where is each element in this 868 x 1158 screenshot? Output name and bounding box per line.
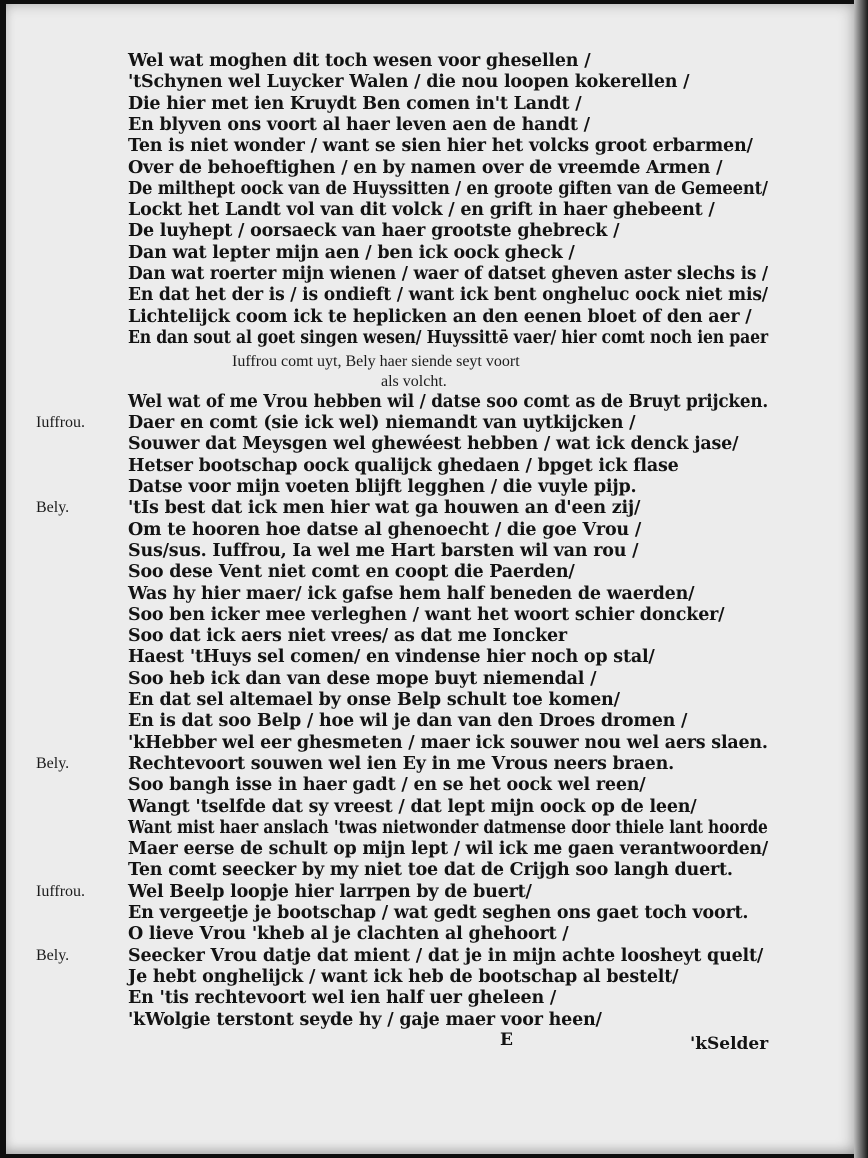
stage-direction-line-1: Iuffrou comt uyt, Bely haer siende seyt voort (232, 353, 520, 370)
verse-line: En dan sout al goet singen wesen/ Huyssittē vaer/ hier comt noch ien paer (128, 327, 768, 348)
verse-line: O lieve Vrou 'kheb al je clachten al ghehoort / (128, 924, 569, 945)
book-page (6, 4, 858, 1154)
verse-line: Haest 'tHuys sel comen/ en vindense hier noch op stal/ (128, 647, 655, 668)
verse-line: En 'tis rechtevoort wel ien half uer gheleen / (128, 988, 557, 1009)
verse-line: Soo bangh isse in haer gadt / en se het oock wel reen/ (128, 775, 646, 796)
verse-line: Soo dat ick aers niet vrees/ as dat me Ioncker (128, 626, 567, 647)
signature-mark: E (500, 1030, 513, 1050)
verse-line: Sus/sus. Iuffrou, Ia wel me Hart barsten wil van rou / (128, 540, 639, 561)
verse-line: Want mist haer anslach 'twas nietwonder datmense door thiele lant hoorde (128, 817, 768, 838)
verse-line: Dan wat roerter mijn wienen / waer of datset gheven aster slechs is / (128, 264, 768, 284)
verse-line: Was hy hier maer/ ick gafse hem half beneden de waerden/ (128, 583, 695, 604)
verse-line: Lockt het Landt vol van dit volck / en grift in haer ghebeent / (128, 200, 715, 221)
verse-line: Om te hooren hoe datse al ghenoecht / die goe Vrou / (128, 519, 642, 540)
verse-line: Ten comt seecker by my niet toe dat de Crijgh soo langh duert. (128, 860, 733, 881)
speaker-label: Bely. (36, 499, 70, 517)
speaker-label: Iuffrou. (36, 882, 86, 900)
verse-line: En dat het der is / is ondieft / want ick bent ongheluc oock niet mis/ (128, 285, 768, 306)
verse-line: En vergeetje je bootschap / wat gedt seghen ons gaet toch voort. (128, 903, 749, 923)
verse-line: Ten is niet wonder / want se sien hier het volcks groot erbarmen/ (128, 136, 753, 157)
verse-line: Soo ben icker mee verleghen / want het woort schier doncker/ (128, 604, 725, 625)
verse-line: 'kHebber wel eer ghesmeten / maer ick souwer nou wel aers slaen. (128, 732, 768, 753)
page-edge-shadow (854, 0, 868, 1158)
verse-line: Hetser bootschap oock qualijck ghedaen / bpget ick flase (128, 455, 679, 476)
catchword: 'kSelder (690, 1034, 769, 1054)
verse-line: En is dat soo Belp / hoe wil je dan van den Droes dromen / (128, 711, 688, 732)
verse-line: Souwer dat Meysgen wel ghewéest hebben / wat ick denck jase/ (128, 434, 739, 455)
speaker-label: Bely. (36, 946, 70, 964)
verse-line: Soo heb ick dan van dese mope buyt niemendal / (128, 668, 597, 689)
verse-line: Wel wat moghen dit toch wesen voor ghesellen / (128, 51, 591, 71)
verse-line: Je hebt onghelijck / want ick heb de bootschap al bestelt/ (128, 966, 679, 987)
stage-direction-line-2: als volcht. (381, 373, 447, 390)
verse-line: En blyven ons voort al haer leven aen de handt / (128, 114, 590, 135)
verse-line: Wel wat of me Vrou hebben wil / datse soo comt as de Bruyt prijcken. (128, 391, 769, 412)
verse-line: Datse voor mijn voeten blijft legghen / die vuyle pijp. (128, 477, 637, 497)
verse-line: 'tSchynen wel Luycker Walen / die nou loopen kokerellen / (128, 72, 690, 93)
speaker-label: Bely. (36, 754, 70, 772)
verse-line: Over de behoeftighen / en by namen over de vreemde Armen / (128, 157, 723, 178)
speaker-label: Iuffrou. (36, 414, 86, 432)
verse-line: Die hier met ien Kruydt Ben comen in't Landt / (128, 93, 582, 114)
verse-line: 'tIs best dat ick men hier wat ga houwen an d'een zij/ (128, 498, 641, 519)
verse-line: Seecker Vrou datje dat mient / dat je in mijn achte loosheyt quelt/ (128, 945, 764, 966)
verse-line: Maer eerse de schult op mijn lept / wil ick me gaen verantwoorden/ (128, 839, 769, 860)
verse-line: 'kWolgie terstont seyde hy / gaje maer voor heen/ (128, 1009, 602, 1030)
verse-line: Wangt 'tselfde dat sy vreest / dat lept mijn oock op de leen/ (128, 796, 697, 817)
verse-line: Wel Beelp loopje hier larrpen by de buert/ (128, 881, 532, 902)
verse-line: Rechtevoort souwen wel ien Ey in me Vrous neers braen. (128, 753, 675, 774)
verse-line: De milthept oock van de Huyssitten / en groote giften van de Gemeent/ (128, 178, 768, 199)
verse-line: Lichtelijck coom ick te heplicken an den eenen bloet of den aer / (128, 306, 752, 327)
verse-line: Dan wat lepter mijn aen / ben ick oock gheck / (128, 242, 575, 263)
verse-line: En dat sel altemael by onse Belp schult toe komen/ (128, 690, 620, 710)
verse-line: De luyhept / oorsaeck van haer grootste ghebreck / (128, 221, 620, 242)
verse-line: Soo dese Vent niet comt en coopt die Paerden/ (128, 562, 575, 583)
verse-line: Daer en comt (sie ick wel) niemandt van uytkijcken / (128, 413, 636, 434)
